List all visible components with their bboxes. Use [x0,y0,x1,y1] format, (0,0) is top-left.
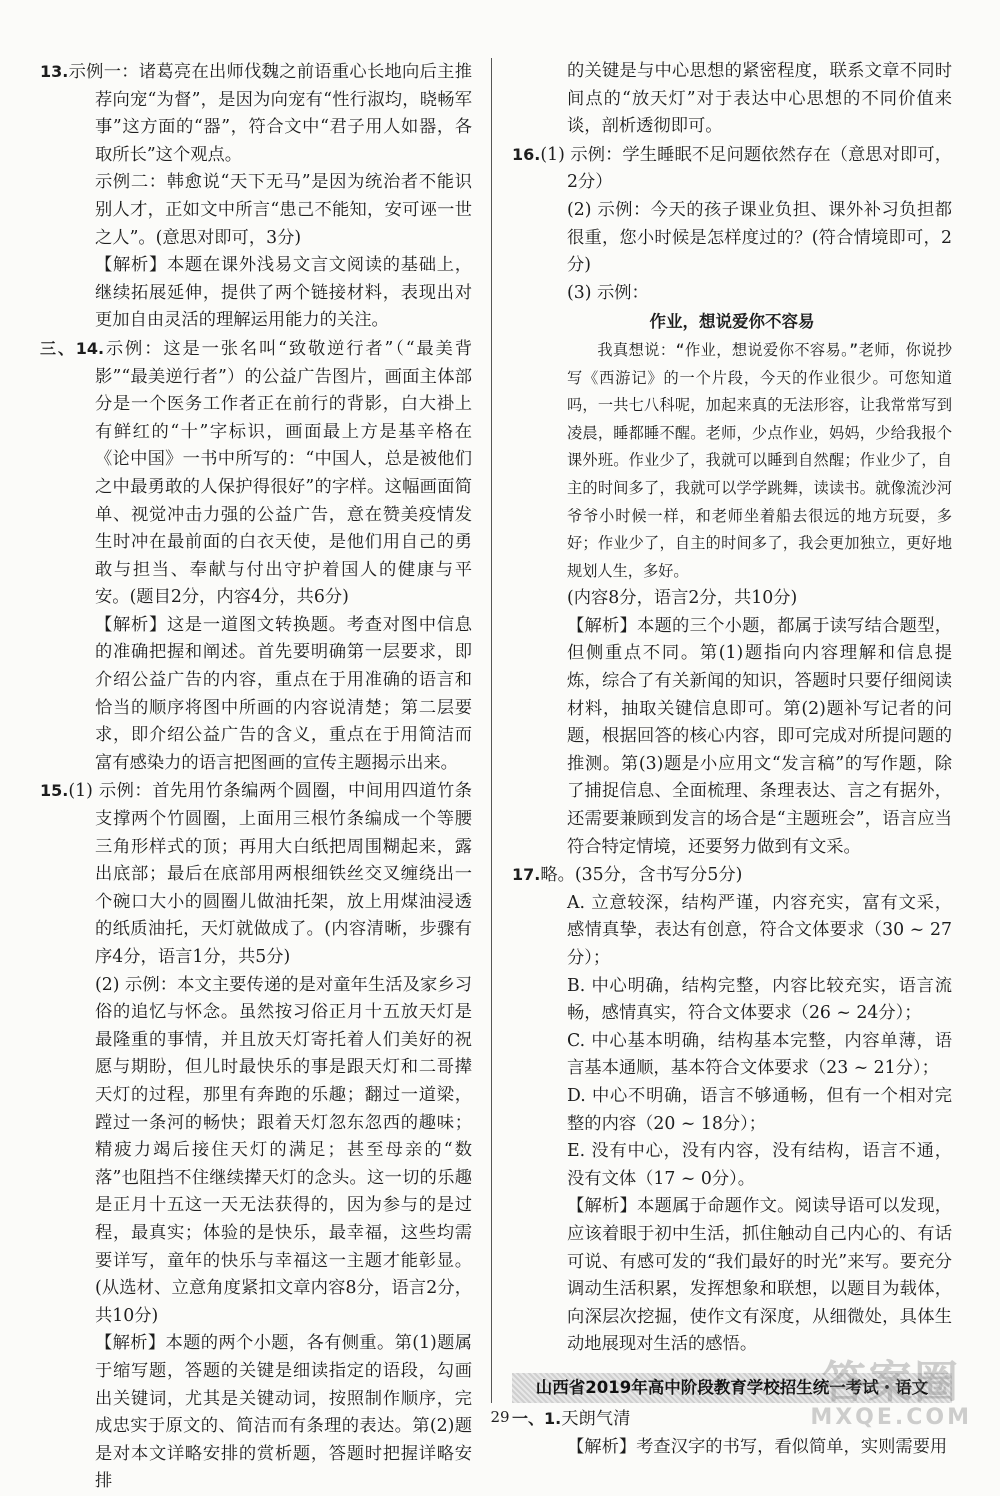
watermark-logo [810,1356,972,1430]
answer-block-17 [512,585,952,1359]
paragraph [512,197,952,280]
paragraph-text: 略。(35分，含书写分5分) [540,865,743,886]
page-number: 29 [490,1408,510,1426]
essay-title: 作业，想说爱你不容易 [649,312,815,332]
paragraph-text: 【解析】本题的三个小题，都属于读写结合题型，但侧重点不同。第(1)题指向内容理解和信息提炼，综合了有关新闻的知识，答题时只要仔细阅读材料，抽取关键信息即可。第(2)题补写记者的问题，根据回答的核心内容，即可完成对所提问题的推测。第(3)题是小应用文“发言稿”的写作题，除了捕捉信息、全面梳理、条理表达、言之有据外，还需要兼顾到发言的场合是“主题班会”，语言应当符合特定情境，还要努力做到有文采。 [567,615,952,857]
paragraph-text: 【解析】考查汉字的书写，看似简单，实则需要用 [567,1436,948,1457]
left-column [40,58,472,1496]
paragraph [512,613,952,861]
paragraph-text: 天朗气清 [561,1408,631,1429]
paragraph [512,1083,952,1138]
paragraph-text: 【解析】本题的两个小题，各有侧重。第(1)题属于缩写题，答题的关键是细读指定的语段，勾画出关键词，尤其是关键动词，按照制作顺序，完成忠实于原文的、简洁而有条理的表达。第(2)题是对本文详略安排的赏析题，答题时把握详略安排 [95,1333,472,1492]
paragraph [40,252,472,335]
question-number: 17. [512,865,541,885]
paragraph-text: (2) 示例：今天的孩子课业负担、课外补习负担都很重，您小时候是怎样度过的？(符合情境即可，2分) [567,199,952,276]
paragraph [512,280,952,308]
paragraph-text: (1) 示例：首先用竹条编两个圆圈，中间用四道竹条支撑两个竹圆圈，上面用三根竹条编成一个等腰三角形样式的顶；再用大白纸把周围糊起来，露出底部；最后在底部用两根细铁丝交叉缠绕出一个碗口大小的圆圈儿做油托架，放上用煤油浸透的纸质油托，天灯就做成了。(内容清晰，步骤有序4分，语言1分，共5分) [68,781,472,967]
paragraph [512,1028,952,1083]
paragraph-text: 【解析】本题在课外浅易文言文阅读的基础上，继续拓展延伸，提供了两个链接材料，表现出对更加自由灵活的理解运用能力的关注。 [95,255,472,331]
paragraph [40,612,472,778]
paragraph-text: (2) 示例：本文主要传递的是对童年生活及家乡习俗的追忆与怀念。虽然按习俗正月十五放天灯是最隆重的事情，并且放天灯寄托着人们美好的祝愿与期盼，但儿时最快乐的事是跟天灯和二哥撵天灯的过程，那里有奔跑的乐趣；翻过一道梁，蹚过一条河的畅快；跟着天灯忽东忽西的趣味；精疲力竭后接住天灯的满足；甚至母亲的“数落”也阻挡不住继续撵天灯的念头。这一切的乐趣是正月十五这一天无法获得的，因为参与的是过程，最真实；体验的是快乐，最幸福，这些均需要详写，童年的快乐与幸福这一主题才能彰显。(从选材、立意角度紧扣文章内容8分，语言2分，共10分) [95,974,472,1326]
paragraph [512,890,952,973]
paragraph-text: 示例一：诸葛亮在出师伐魏之前语重心长地向后主推荐向宠“为督”，是因为向宠有“性行淑均，晓畅军事”这方面的“器”，符合文中“君子用人如器，各取所长”这个观点。 [68,62,472,165]
right-column [512,58,952,1461]
watermark-line1: 答案圈 [822,1356,961,1408]
paragraph-text: 【解析】本题属于命题作文。阅读导语可以发现，应该着眼于初中生活，抓住触动自己内心的、有话可说、有感可发的“我们最好的时光”来写。要充分调动生活积累，发挥想象和联想，以题目为载体，向深层次挖掘，使作文有深度，从细微处，具体生动地展现对生活的感悟。 [567,1196,952,1355]
paragraph-text: (内容8分，语言2分，共10分) [567,588,798,609]
question-number: 三、14. [40,338,105,358]
paragraph-text: (1) 示例：学生睡眠不足问题依然存在（意思对即可，2分） [540,144,952,193]
paragraph [40,58,472,169]
section-banner: 山西省2019年高中阶段教育学校招生统一考试・语文 [512,1373,952,1403]
paragraph [512,1193,952,1359]
paragraph [512,58,952,141]
question-number: 13. [40,62,69,81]
question-number: 一、1. [512,1408,562,1428]
paragraph [512,1138,952,1193]
answer-block-16 [512,58,952,307]
question-number: 16. [512,144,541,164]
paragraph [40,777,472,971]
paragraph-text: (3) 示例： [567,282,649,303]
paragraph-text: A. 立意较深，结构严谨，内容充实，富有文采，感情真挚，表达有创意，符合文体要求（30 ~ 27分）； [567,892,952,968]
paragraph-text: D. 中心不明确，语言不够通畅，但有一个相对完整的内容（20 ~ 18分）； [567,1085,952,1134]
paragraph [512,1434,952,1462]
paragraph [40,972,472,1331]
watermark-line2: MXQE.COM [810,1404,972,1430]
paragraph [512,973,952,1028]
question-number: 15. [40,781,69,801]
paragraph-text: 的关键是与中心思想的紧密程度，联系文章不同时间点的“放天灯”对于表达中心思想的不同价值来谈，剖析透彻即可。 [567,61,952,137]
paragraph [512,861,952,890]
paragraph-text: 【解析】这是一道图文转换题。考查对图中信息的准确把握和阐述。首先要明确第一层要求，即介绍公益广告的内容，重点在于用准确的语言和恰当的顺序将图中所画的内容说清楚；第二层要求，即介绍公益广告的含义，重点在于用简洁而富有感染力的语言把图画的宣传主题揭示出来。 [95,614,472,773]
paragraph [512,141,952,197]
paragraph [512,585,952,613]
paragraph [40,335,472,612]
paragraph [40,169,472,252]
paragraph-text: B. 中心明确，结构完整，内容比较充实，语言流畅，感情真实，符合文体要求（26 ~ 24分）； [567,975,952,1024]
paragraph-text: E. 没有中心，没有内容，没有结构，语言不通，没有文体（17 ~ 0分）。 [567,1141,952,1189]
column-divider [491,58,492,1403]
paragraph-text: C. 中心基本明确，结构基本完整，内容单薄，语言基本通顺，基本符合文体要求（23 ~ 21分）； [567,1030,952,1079]
paragraph-text: 示例：这是一张名叫“致敬逆行者”（“最美背影”“最美逆行者”）的公益广告图片，画面主体部分是一个医务工作者正在前行的背影，白大褂上有鲜红的“十”字标识，画面最上方是基辛格在《论中国》一书中所写的：“中国人，总是被他们之中最勇敢的人保护得很好”的字样。这幅画面简单、视觉冲击力强的公益广告，意在赞美疫情发生时冲在最前面的白衣天使，是他们用自己的勇敢与担当、奉献与付出守护着国人的健康与平安。(题目2分，内容4分，共6分) [95,338,472,608]
essay-text: 我真想说：“作业，想说爱你不容易。”老师，你说抄写《西游记》的一个片段，今天的作业很少。可您知道吗，一共七八科呢，加起来真的无法形容，让我常常写到凌晨，睡都睡不醒。老师，少点作业，妈妈，少给我报个课外班。作业少了，我就可以睡到自然醒；作业少了，自主的时间多了，我就可以学学跳舞，读读书。就像流沙河爷爷小时候一样，和老师坐着船去很远的地方玩耍，多好；作业少了，自主的时间多了，我会更加独立，更好地规划人生，多好。 [567,340,952,580]
paragraph-text: 示例二：韩愈说“天下无马”是因为统治者不能识别人才，正如文中所言“患己不能知，安可诬一世之人”。(意思对即可，3分) [95,172,472,248]
